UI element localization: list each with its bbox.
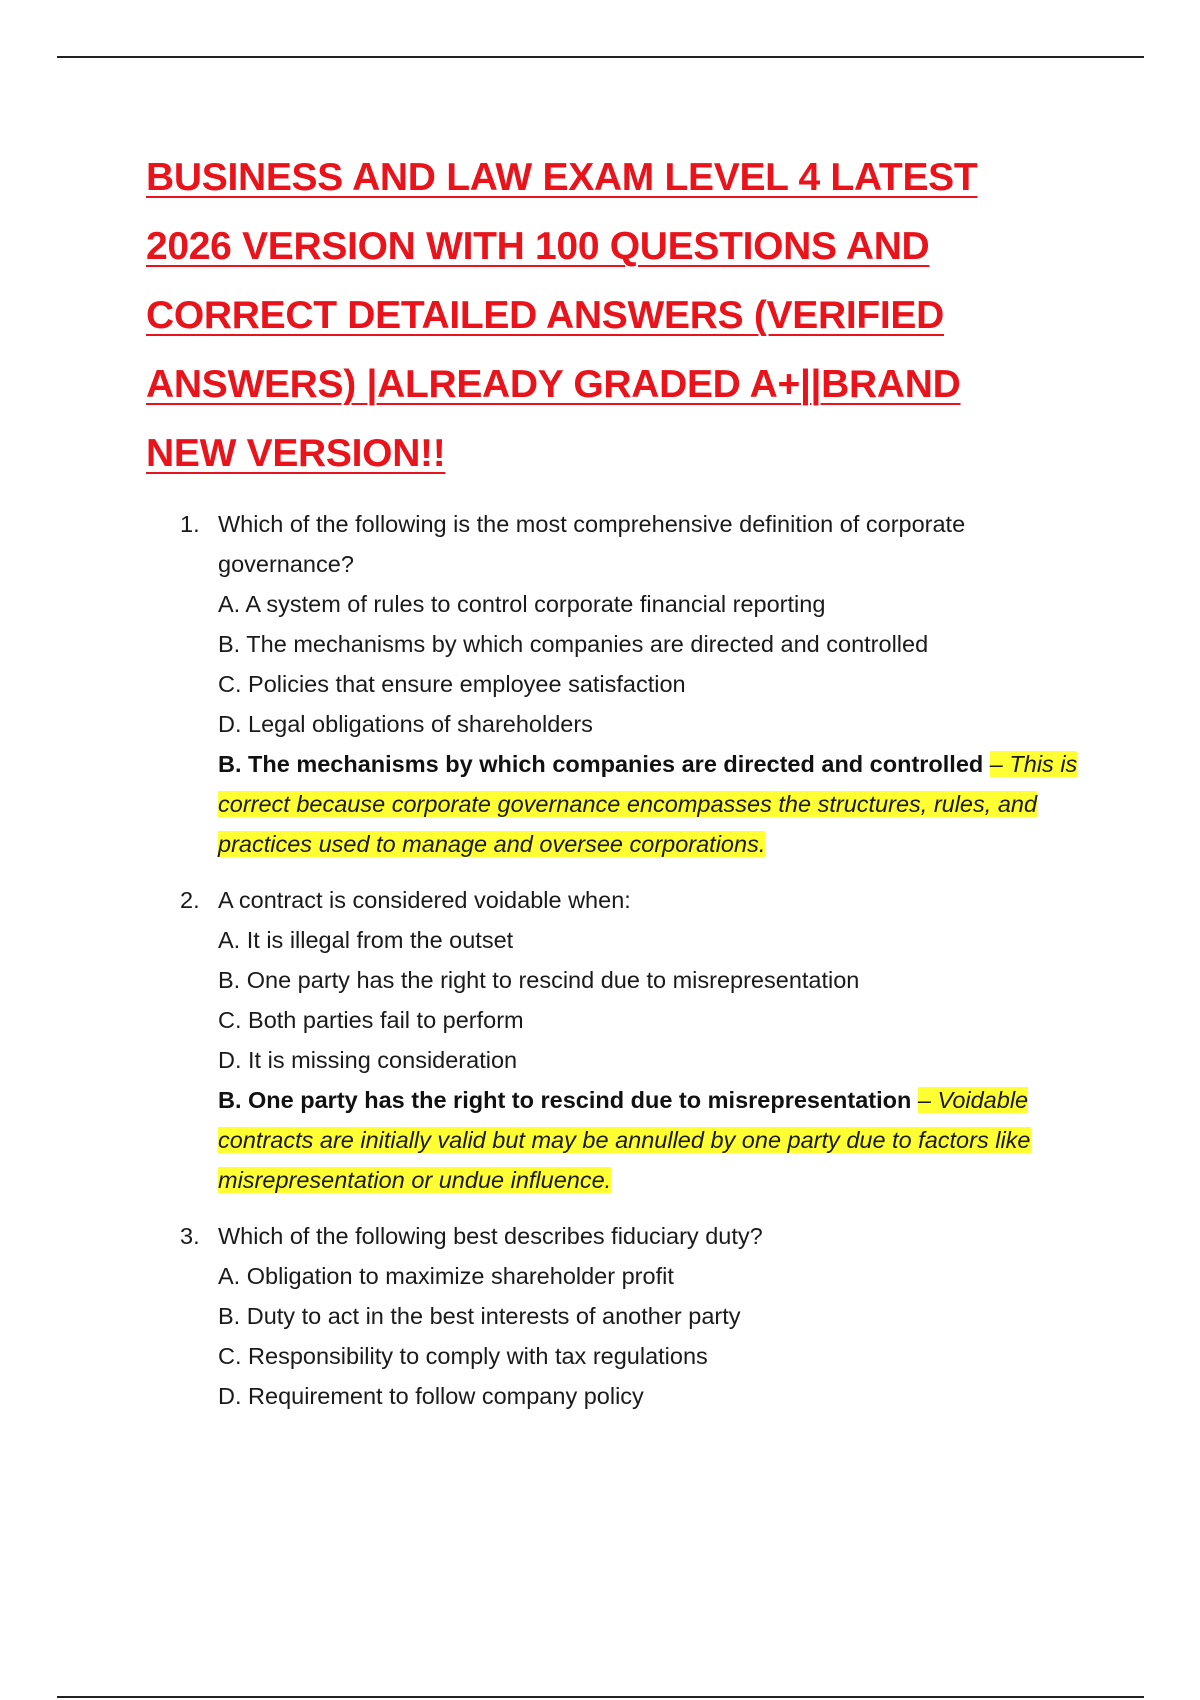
question-2 — [180, 880, 1085, 1200]
option-a: A. It is illegal from the outset — [218, 927, 514, 953]
option-a: A. Obligation to maximize shareholder profit — [218, 1263, 674, 1289]
option-b: B. The mechanisms by which companies are directed and controlled — [218, 631, 929, 657]
question-list — [180, 504, 1085, 1432]
question-text: Which of the following best describes fiduciary duty? — [218, 1223, 763, 1249]
option-c: C. Policies that ensure employee satisfaction — [218, 671, 686, 697]
option-b: B. Duty to act in the best interests of another party — [218, 1303, 741, 1329]
answer-key — [218, 744, 1085, 864]
correct-answer: B. One party has the right to rescind due to misrepresentation — [218, 1087, 912, 1113]
option-d: D. It is missing consideration — [218, 1047, 518, 1073]
answer-explanation: – Voidable contracts are initially valid but may be annulled by one party due to factors like misrepresentation or undue influence. — [218, 1087, 1031, 1193]
correct-answer: B. The mechanisms by which companies are directed and controlled — [218, 751, 984, 777]
answer-key — [218, 1080, 1085, 1200]
question-number: 3. — [180, 1223, 200, 1249]
option-c: C. Responsibility to comply with tax regulations — [218, 1343, 708, 1369]
question-text: A contract is considered voidable when: — [218, 887, 631, 913]
question-number: 2. — [180, 887, 200, 913]
option-d: D. Legal obligations of shareholders — [218, 711, 593, 737]
bottom-rule — [57, 1696, 1144, 1698]
option-d: D. Requirement to follow company policy — [218, 1383, 644, 1409]
answer-explanation: – This is correct because corporate governance encompasses the structures, rules, and practices used to manage and oversee corporations. — [218, 751, 1078, 857]
question-text: Which of the following is the most comprehensive definition of corporate governance? — [218, 511, 966, 577]
question-number: 1. — [180, 511, 200, 537]
option-b: B. One party has the right to rescind due to misrepresentation — [218, 967, 860, 993]
top-rule — [57, 56, 1144, 58]
option-a: A. A system of rules to control corporate financial reporting — [218, 591, 826, 617]
question-3 — [180, 1216, 1085, 1416]
option-c: C. Both parties fail to perform — [218, 1007, 524, 1033]
question-1 — [180, 504, 1085, 864]
document-title: BUSINESS AND LAW EXAM LEVEL 4 LATEST 2026 VERSION WITH 100 QUESTIONS AND CORRECT DETAILED ANSWERS (VERIFIED ANSWERS) |ALREADY GRADED A+||BRAND NEW VERSION!! — [146, 156, 978, 475]
